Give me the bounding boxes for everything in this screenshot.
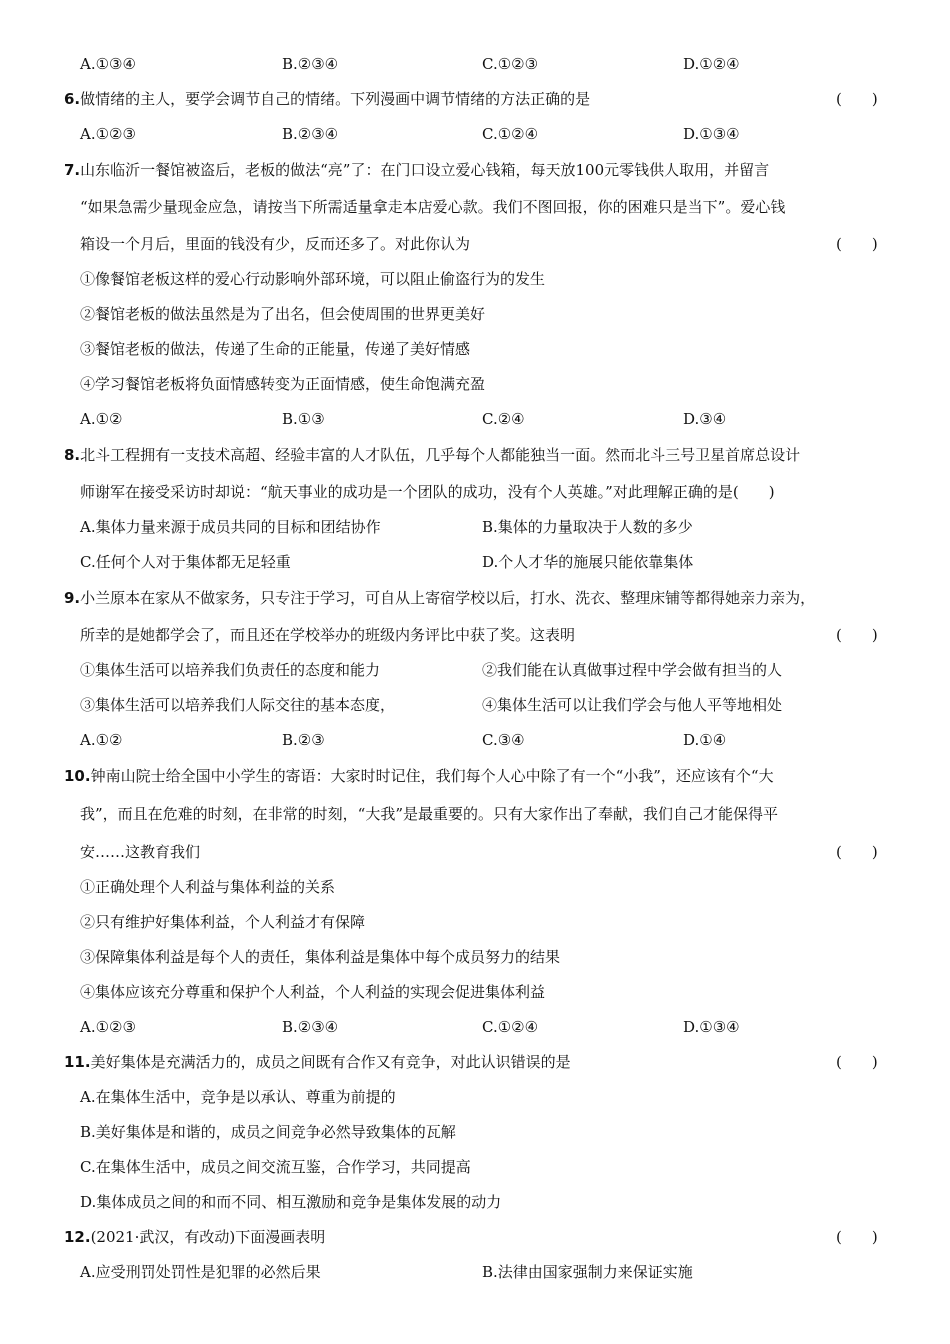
q7-option-d: D.③④ xyxy=(683,410,727,428)
q9-number: 9. xyxy=(64,589,81,607)
q7-answer-blank: ( ) xyxy=(836,235,878,253)
q8-stem xyxy=(64,445,800,465)
q5-option-a: A.①③④ xyxy=(80,55,136,73)
q9-option-a: A.①② xyxy=(80,731,123,749)
q6-option-d: D.①③④ xyxy=(683,125,740,143)
q10-number: 10. xyxy=(64,767,91,785)
q9-item-3: ③集体生活可以培养我们人际交往的基本态度， xyxy=(80,696,396,714)
q7-item-1: ①像餐馆老板这样的爱心行动影响外部环境，可以阻止偷盗行为的发生 xyxy=(80,270,546,288)
q7-item-4: ④学习餐馆老板将负面情感转变为正面情感，使生命饱满充盈 xyxy=(80,375,486,393)
q7-option-c: C.②④ xyxy=(482,410,525,428)
q8-option-a: A.集体力量来源于成员共同的目标和团结协作 xyxy=(80,518,381,536)
q5-option-d: D.①②④ xyxy=(683,55,740,73)
q10-item-1: ①正确处理个人利益与集体利益的关系 xyxy=(80,878,336,896)
q9-item-4: ④集体生活可以让我们学会与他人平等地相处 xyxy=(482,696,783,714)
q12-text: (2021·武汉，有改动)下面漫画表明 xyxy=(90,1228,326,1246)
q6-option-c: C.①②④ xyxy=(482,125,539,143)
q11-option-b: B.美好集体是和谐的，成员之间竞争必然导致集体的瓦解 xyxy=(80,1123,456,1141)
q10-line-2: 我”，而且在危难的时刻，在非常的时刻，“大我”是最重要的。只有大家作出了奉献，我们自己才能保得平 xyxy=(80,805,779,823)
q9-option-b: B.②③ xyxy=(282,731,325,749)
q5-option-c: C.①②③ xyxy=(482,55,539,73)
q6-stem xyxy=(64,89,590,109)
q7-line-2: “如果急需少量现金应急，请按当下所需适量拿走本店爱心款。我们不图回报，你的困难只是当下”。爱心钱 xyxy=(80,198,786,216)
q8-option-c: C.任何个人对于集体都无足轻重 xyxy=(80,553,291,571)
q10-option-b: B.②③④ xyxy=(282,1018,339,1036)
q6-answer-blank: ( ) xyxy=(836,90,878,108)
q8-option-b: B.集体的力量取决于人数的多少 xyxy=(482,518,693,536)
q11-answer-blank: ( ) xyxy=(836,1053,878,1071)
q9-option-c: C.③④ xyxy=(482,731,525,749)
q10-item-4: ④集体应该充分尊重和保护个人利益，个人利益的实现会促进集体利益 xyxy=(80,983,546,1001)
q9-option-d: D.①④ xyxy=(683,731,727,749)
q10-option-a: A.①②③ xyxy=(80,1018,136,1036)
q10-item-3: ③保障集体利益是每个人的责任，集体利益是集体中每个成员努力的结果 xyxy=(80,948,561,966)
q12-option-b: B.法律由国家强制力来保证实施 xyxy=(482,1263,693,1281)
q11-option-d: D.集体成员之间的和而不同、相互激励和竞争是集体发展的动力 xyxy=(80,1193,502,1211)
q11-text: 美好集体是充满活力的，成员之间既有合作又有竞争，对此认识错误的是 xyxy=(90,1053,571,1071)
q10-option-c: C.①②④ xyxy=(482,1018,539,1036)
q6-text: 做情绪的主人，要学会调节自己的情绪。下列漫画中调节情绪的方法正确的是 xyxy=(80,90,591,108)
q7-option-b: B.①③ xyxy=(282,410,325,428)
q11-stem xyxy=(64,1052,571,1072)
q11-option-c: C.在集体生活中，成员之间交流互鉴，合作学习，共同提高 xyxy=(80,1158,471,1176)
q9-line-1: 小兰原本在家从不做家务，只专注于学习，可自从上寄宿学校以后，打水、洗衣、整理床铺等都得她亲力亲为， xyxy=(80,589,816,607)
q8-option-d: D.个人才华的施展只能依靠集体 xyxy=(482,553,694,571)
q7-option-a: A.①② xyxy=(80,410,123,428)
q12-stem xyxy=(64,1227,325,1247)
q10-stem xyxy=(64,766,774,786)
q9-item-1: ①集体生活可以培养我们负责任的态度和能力 xyxy=(80,661,381,679)
q7-item-2: ②餐馆老板的做法虽然是为了出名，但会使周围的世界更美好 xyxy=(80,305,486,323)
q8-line-1: 北斗工程拥有一支技术高超、经验丰富的人才队伍，几乎每个人都能独当一面。然而北斗三号卫星首席总设计 xyxy=(80,446,801,464)
q7-line-3: 箱设一个月后，里面的钱没有少，反而还多了。对此你认为 xyxy=(80,235,471,253)
q5-option-b: B.②③④ xyxy=(282,55,339,73)
q7-number: 7. xyxy=(64,161,81,179)
q10-answer-blank: ( ) xyxy=(836,843,878,861)
q9-stem xyxy=(64,588,815,608)
q10-line-1: 钟南山院士给全国中小学生的寄语：大家时时记住，我们每个人心中除了有一个“小我”，还应该有个“大 xyxy=(90,767,774,785)
q7-stem xyxy=(64,160,769,180)
q9-answer-blank: ( ) xyxy=(836,626,878,644)
q7-line-1: 山东临沂一餐馆被盗后，老板的做法“亮”了：在门口设立爱心钱箱，每天放100元零钱供人取用，并留言 xyxy=(80,161,770,179)
q6-number: 6. xyxy=(64,90,81,108)
q8-number: 8. xyxy=(64,446,81,464)
q10-item-2: ②只有维护好集体利益，个人利益才有保障 xyxy=(80,913,366,931)
q12-answer-blank: ( ) xyxy=(836,1228,878,1246)
q9-line-2: 所幸的是她都学会了，而且还在学校举办的班级内务评比中获了奖。这表明 xyxy=(80,626,576,644)
q11-option-a: A.在集体生活中，竞争是以承认、尊重为前提的 xyxy=(80,1088,396,1106)
q10-option-d: D.①③④ xyxy=(683,1018,740,1036)
q12-option-a: A.应受刑罚处罚性是犯罪的必然后果 xyxy=(80,1263,321,1281)
q6-option-a: A.①②③ xyxy=(80,125,136,143)
q9-item-2: ②我们能在认真做事过程中学会做有担当的人 xyxy=(482,661,783,679)
q8-line-2: 师谢军在接受采访时却说：“航天事业的成功是一个团队的成功，没有个人英雄。”对此理解正确的是( ) xyxy=(80,483,775,501)
q10-line-3: 安……这教育我们 xyxy=(80,843,201,861)
q6-option-b: B.②③④ xyxy=(282,125,339,143)
q12-number: 12. xyxy=(64,1228,91,1246)
q7-item-3: ③餐馆老板的做法，传递了生命的正能量，传递了美好情感 xyxy=(80,340,471,358)
q11-number: 11. xyxy=(64,1053,91,1071)
